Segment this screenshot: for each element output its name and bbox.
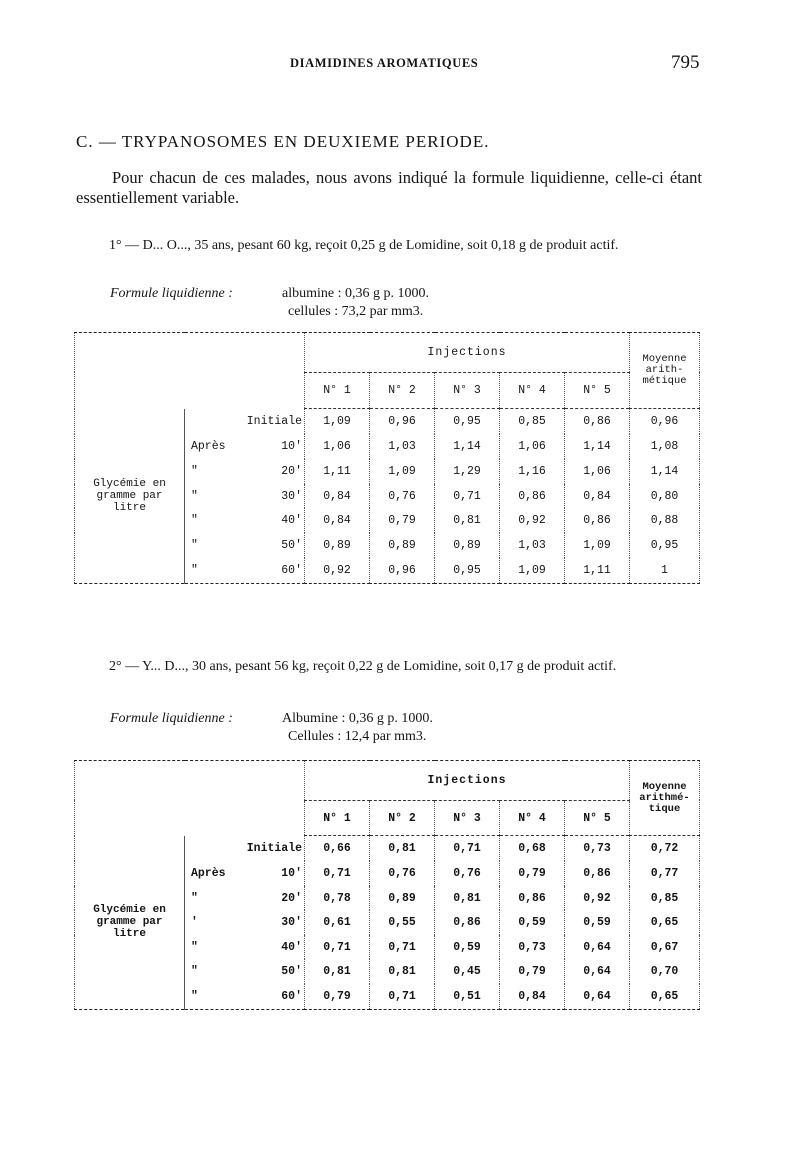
- time-cell: [185, 984, 305, 1010]
- mean-cell: 0,77: [630, 861, 700, 886]
- mean-cell: 0,95: [630, 533, 700, 558]
- value-cell: 0,64: [565, 935, 630, 960]
- column-header: N° 3: [435, 800, 500, 836]
- mean-cell: 0,85: [630, 886, 700, 911]
- time-cell: [185, 459, 305, 484]
- value-cell: 1,03: [370, 434, 435, 459]
- value-cell: 0,89: [370, 533, 435, 558]
- value-cell: 0,59: [435, 935, 500, 960]
- value-cell: 0,81: [305, 959, 370, 984]
- time-prefix: ": [191, 514, 198, 528]
- value-cell: 0,68: [500, 836, 565, 861]
- value-cell: 1,14: [435, 434, 500, 459]
- column-header: N° 4: [500, 372, 565, 408]
- value-cell: 0,84: [305, 484, 370, 509]
- value-cell: 1,16: [500, 459, 565, 484]
- row-group-label: Glycémie en gramme par litre: [93, 477, 166, 514]
- value-cell: 0,86: [565, 508, 630, 533]
- mean-cell: 1,08: [630, 434, 700, 459]
- time-prefix: ": [191, 563, 198, 577]
- column-header: N° 1: [305, 800, 370, 836]
- time-prefix: Après: [191, 440, 226, 454]
- time-cell: [185, 861, 305, 886]
- time-prefix: ": [191, 989, 198, 1003]
- mean-cell: 0,72: [630, 836, 700, 861]
- time-prefix: ": [191, 489, 198, 503]
- mean-cell: 0,67: [630, 935, 700, 960]
- time-prefix: ": [191, 538, 198, 552]
- value-cell: 0,64: [565, 959, 630, 984]
- time-label: 20': [281, 464, 302, 478]
- running-header: [0, 52, 800, 76]
- mean-cell: 0,70: [630, 959, 700, 984]
- time-label: Initiale: [246, 842, 302, 856]
- case2-formula-albumine: Albumine : 0,36 g p. 1000.: [282, 711, 433, 726]
- value-cell: 0,45: [435, 959, 500, 984]
- case2-intro: 2° — Y... D..., 30 ans, pesant 56 kg, reçoit 0,22 g de Lomidine, soit 0,17 g de produit actif.: [109, 659, 617, 674]
- value-cell: 1,06: [565, 459, 630, 484]
- value-cell: 1,09: [565, 533, 630, 558]
- value-cell: 0,86: [500, 886, 565, 911]
- value-cell: 0,66: [305, 836, 370, 861]
- time-label: 50': [281, 965, 302, 979]
- injections-header: Injections: [305, 761, 630, 801]
- value-cell: 0,86: [435, 910, 500, 935]
- mean-header: Moyenne arithmé-tique: [630, 761, 700, 836]
- time-label: 20': [281, 891, 302, 905]
- time-cell: [185, 886, 305, 911]
- time-prefix: ": [191, 464, 198, 478]
- value-cell: 0,89: [305, 533, 370, 558]
- value-cell: 0,71: [305, 861, 370, 886]
- case1-formula-albumine: albumine : 0,36 g p. 1000.: [282, 286, 429, 301]
- value-cell: 0,73: [500, 935, 565, 960]
- value-cell: 0,71: [435, 836, 500, 861]
- section-intro: Pour chacun de ces malades, nous avons indiqué la formule liquidienne, celle-ci étant essentiellement variable.: [76, 168, 702, 207]
- value-cell: 0,79: [500, 861, 565, 886]
- column-header: N° 1: [305, 372, 370, 408]
- time-label: 60': [281, 989, 302, 1003]
- value-cell: 0,59: [565, 910, 630, 935]
- time-cell: [185, 484, 305, 509]
- value-cell: 0,76: [435, 861, 500, 886]
- value-cell: 0,81: [435, 508, 500, 533]
- value-cell: 0,79: [305, 984, 370, 1010]
- value-cell: 0,84: [500, 984, 565, 1010]
- case2-formula-label: Formule liquidienne :: [110, 711, 233, 726]
- case1-intro: 1° — D... O..., 35 ans, pesant 60 kg, reçoit 0,25 g de Lomidine, soit 0,18 g de produit actif.: [109, 238, 619, 253]
- value-cell: 0,71: [305, 935, 370, 960]
- value-cell: 0,61: [305, 910, 370, 935]
- table-row: [75, 409, 700, 435]
- case1-formula-cellules: cellules : 73,2 par mm3.: [288, 304, 424, 319]
- table-row: [75, 836, 700, 861]
- mean-header: Moyenne arith-métique: [630, 333, 700, 409]
- time-cell: [185, 836, 305, 861]
- value-cell: 1,09: [370, 459, 435, 484]
- case2-formula: [110, 710, 630, 746]
- time-prefix: ": [191, 965, 198, 979]
- value-cell: 0,71: [370, 935, 435, 960]
- time-prefix: ": [191, 891, 198, 905]
- value-cell: 0,78: [305, 886, 370, 911]
- value-cell: 1,09: [305, 409, 370, 435]
- value-cell: 0,51: [435, 984, 500, 1010]
- row-group-label: Glycémie en gramme par litre: [93, 904, 166, 941]
- time-cell: [185, 409, 305, 435]
- table-corner: [75, 333, 305, 409]
- value-cell: 0,85: [500, 409, 565, 435]
- value-cell: 1,03: [500, 533, 565, 558]
- case2-formula-cellules: Cellules : 12,4 par mm3.: [288, 729, 427, 744]
- time-cell: [185, 910, 305, 935]
- time-cell: [185, 533, 305, 558]
- value-cell: 1,11: [565, 558, 630, 584]
- value-cell: 1,09: [500, 558, 565, 584]
- value-cell: 0,89: [370, 886, 435, 911]
- value-cell: 0,84: [305, 508, 370, 533]
- value-cell: 1,06: [305, 434, 370, 459]
- value-cell: 0,86: [500, 484, 565, 509]
- value-cell: 0,76: [370, 484, 435, 509]
- value-cell: 0,79: [500, 959, 565, 984]
- page-number: 795: [671, 52, 700, 73]
- case1-formula: [110, 285, 630, 321]
- value-cell: 0,84: [565, 484, 630, 509]
- time-cell: [185, 508, 305, 533]
- time-label: 10': [281, 440, 302, 454]
- time-label: 10': [281, 867, 302, 881]
- section-title: C. — TRYPANOSOMES EN DEUXIEME PERIODE.: [76, 132, 490, 151]
- value-cell: 0,76: [370, 861, 435, 886]
- mean-cell: 0,65: [630, 984, 700, 1010]
- time-cell: [185, 959, 305, 984]
- running-title: DIAMIDINES AROMATIQUES: [290, 56, 479, 70]
- mean-cell: 0,65: [630, 910, 700, 935]
- value-cell: 0,89: [435, 533, 500, 558]
- column-header: N° 2: [370, 372, 435, 408]
- time-label: 60': [281, 563, 302, 577]
- time-prefix: Après: [191, 867, 226, 881]
- time-prefix: ': [191, 916, 198, 930]
- column-header: N° 5: [565, 372, 630, 408]
- value-cell: 0,92: [305, 558, 370, 584]
- value-cell: 1,14: [565, 434, 630, 459]
- value-cell: 1,06: [500, 434, 565, 459]
- value-cell: 0,96: [370, 409, 435, 435]
- value-cell: 0,81: [370, 836, 435, 861]
- table-corner: [75, 761, 305, 836]
- value-cell: 0,86: [565, 409, 630, 435]
- value-cell: 0,59: [500, 910, 565, 935]
- value-cell: 0,81: [435, 886, 500, 911]
- time-label: 50': [281, 538, 302, 552]
- value-cell: 0,92: [565, 886, 630, 911]
- injections-header: Injections: [305, 333, 630, 373]
- case1-formula-label: Formule liquidienne :: [110, 286, 233, 301]
- time-label: 40': [281, 940, 302, 954]
- value-cell: 0,71: [370, 984, 435, 1010]
- mean-cell: 0,80: [630, 484, 700, 509]
- value-cell: 0,96: [370, 558, 435, 584]
- time-label: 40': [281, 514, 302, 528]
- time-label: 30': [281, 916, 302, 930]
- glycemia-table: [74, 760, 700, 1010]
- column-header: N° 2: [370, 800, 435, 836]
- value-cell: 1,11: [305, 459, 370, 484]
- case2-glycemia-table: [74, 760, 700, 1010]
- time-prefix: ": [191, 940, 198, 954]
- value-cell: 0,64: [565, 984, 630, 1010]
- mean-cell: 1: [630, 558, 700, 584]
- mean-cell: 1,14: [630, 459, 700, 484]
- glycemia-table: [74, 332, 700, 584]
- column-header: N° 3: [435, 372, 500, 408]
- value-cell: 0,73: [565, 836, 630, 861]
- time-cell: [185, 935, 305, 960]
- value-cell: 0,81: [370, 959, 435, 984]
- value-cell: 0,55: [370, 910, 435, 935]
- time-label: 30': [281, 489, 302, 503]
- mean-cell: 0,96: [630, 409, 700, 435]
- column-header: N° 5: [565, 800, 630, 836]
- value-cell: 0,86: [565, 861, 630, 886]
- time-cell: [185, 434, 305, 459]
- value-cell: 0,71: [435, 484, 500, 509]
- column-header: N° 4: [500, 800, 565, 836]
- case1-glycemia-table: [74, 332, 700, 584]
- value-cell: 0,79: [370, 508, 435, 533]
- time-cell: [185, 558, 305, 584]
- value-cell: 1,29: [435, 459, 500, 484]
- value-cell: 0,95: [435, 558, 500, 584]
- value-cell: 0,92: [500, 508, 565, 533]
- time-label: Initiale: [246, 414, 302, 428]
- mean-cell: 0,88: [630, 508, 700, 533]
- value-cell: 0,95: [435, 409, 500, 435]
